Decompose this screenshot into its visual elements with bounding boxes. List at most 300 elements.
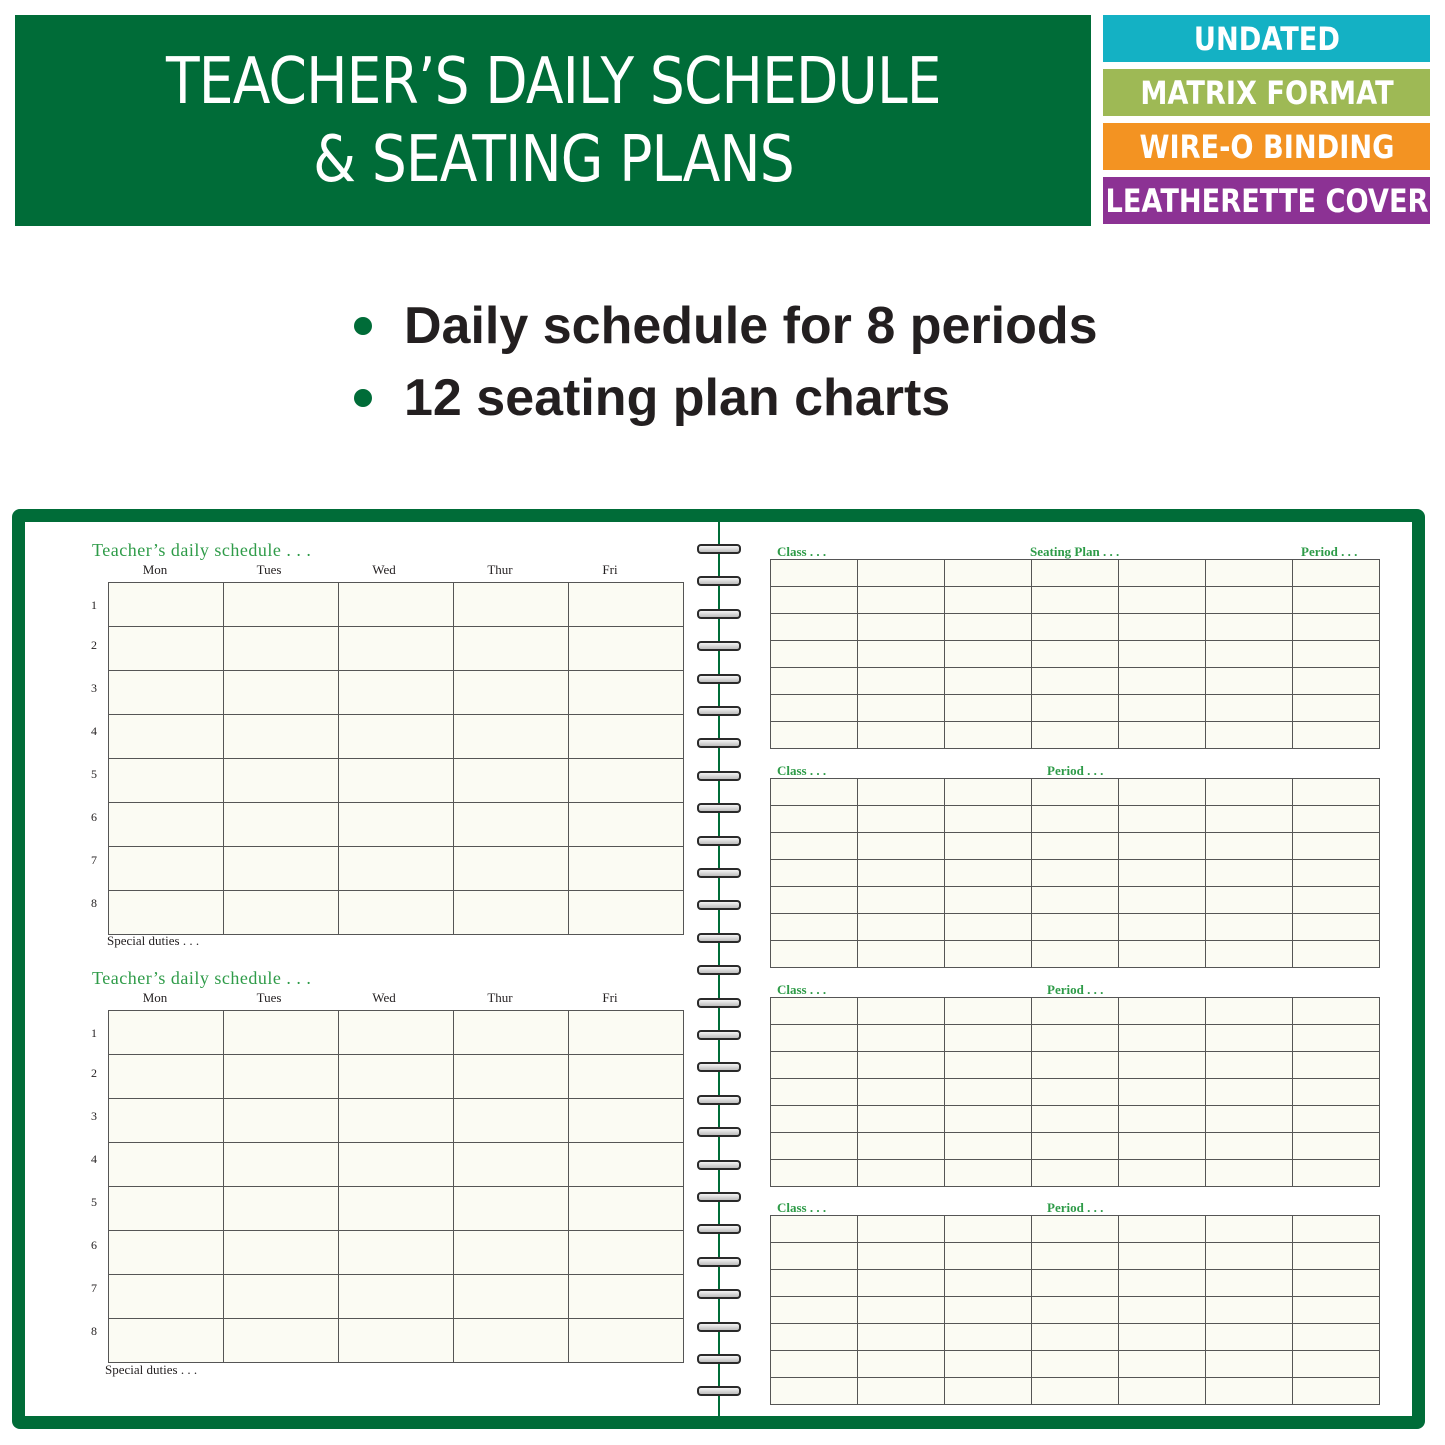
grid-cell[interactable] [1119,1106,1206,1133]
grid-cell[interactable] [569,759,684,803]
grid-cell[interactable] [771,1297,858,1324]
grid-cell[interactable] [1206,1378,1293,1405]
grid-cell[interactable] [1293,1160,1380,1187]
grid-cell[interactable] [1119,1378,1206,1405]
grid-cell[interactable] [771,914,858,941]
grid-cell[interactable] [1293,722,1380,749]
grid-cell[interactable] [1032,1297,1119,1324]
grid-cell[interactable] [858,1133,945,1160]
grid-cell[interactable] [224,1319,339,1363]
grid-cell[interactable] [771,887,858,914]
grid-cell[interactable] [858,1216,945,1243]
grid-cell[interactable] [1293,998,1380,1025]
grid-cell[interactable] [1206,779,1293,806]
grid-cell[interactable] [945,1297,1032,1324]
grid-cell[interactable] [1119,833,1206,860]
grid-cell[interactable] [569,1319,684,1363]
grid-cell[interactable] [1032,1025,1119,1052]
grid-cell[interactable] [454,1055,569,1099]
grid-cell[interactable] [1119,722,1206,749]
grid-cell[interactable] [1206,941,1293,968]
grid-cell[interactable] [771,779,858,806]
grid-cell[interactable] [771,614,858,641]
grid-cell[interactable] [1119,1243,1206,1270]
grid-cell[interactable] [1119,641,1206,668]
grid-cell[interactable] [1293,1297,1380,1324]
grid-cell[interactable] [1206,587,1293,614]
grid-cell[interactable] [1032,1160,1119,1187]
grid-row [771,998,1380,1025]
grid-cell[interactable] [1119,806,1206,833]
grid-cell[interactable] [945,1133,1032,1160]
grid-cell[interactable] [858,860,945,887]
grid-cell[interactable] [1119,998,1206,1025]
grid-cell[interactable] [858,941,945,968]
grid-cell[interactable] [858,668,945,695]
grid-cell[interactable] [569,1275,684,1319]
grid-row [109,847,684,891]
grid-cell[interactable] [454,627,569,671]
grid-cell[interactable] [109,1319,224,1363]
grid-cell[interactable] [858,998,945,1025]
binding-ring-icon [697,1257,741,1267]
grid-cell[interactable] [858,1243,945,1270]
grid-cell[interactable] [569,1231,684,1275]
day-header: Mon [142,990,168,1005]
grid-row [771,1324,1380,1351]
grid-cell[interactable] [945,1106,1032,1133]
grid-cell[interactable] [1206,1052,1293,1079]
grid-cell[interactable] [224,1231,339,1275]
grid-cell[interactable] [1293,1025,1380,1052]
grid-cell[interactable] [339,1143,454,1187]
grid-cell[interactable] [1293,833,1380,860]
grid-cell[interactable] [1119,1025,1206,1052]
grid-cell[interactable] [224,671,339,715]
grid-cell[interactable] [858,806,945,833]
grid-cell[interactable] [339,1231,454,1275]
grid-cell[interactable] [945,887,1032,914]
grid-cell[interactable] [771,1324,858,1351]
grid-cell[interactable] [858,1079,945,1106]
grid-cell[interactable] [945,860,1032,887]
grid-cell[interactable] [1119,914,1206,941]
seating-grid[interactable] [770,778,1380,968]
grid-cell[interactable] [109,1011,224,1055]
grid-cell[interactable] [1032,1351,1119,1378]
grid-cell[interactable] [945,614,1032,641]
grid-cell[interactable] [1032,722,1119,749]
grid-cell[interactable] [1032,1378,1119,1405]
grid-cell[interactable] [945,1243,1032,1270]
grid-cell[interactable] [1293,1243,1380,1270]
grid-cell[interactable] [945,695,1032,722]
grid-cell[interactable] [1293,1079,1380,1106]
grid-cell[interactable] [945,1378,1032,1405]
grid-cell[interactable] [339,1099,454,1143]
grid-cell[interactable] [945,833,1032,860]
grid-cell[interactable] [224,627,339,671]
grid-cell[interactable] [339,1055,454,1099]
grid-cell[interactable] [569,583,684,627]
grid-cell[interactable] [339,1275,454,1319]
grid-cell[interactable] [1119,1351,1206,1378]
grid-cell[interactable] [1119,1052,1206,1079]
grid-cell[interactable] [945,1216,1032,1243]
grid-cell[interactable] [1032,1216,1119,1243]
grid-cell[interactable] [858,641,945,668]
grid-cell[interactable] [569,1011,684,1055]
grid-cell[interactable] [454,583,569,627]
grid-cell[interactable] [1032,1324,1119,1351]
grid-cell[interactable] [1206,722,1293,749]
grid-cell[interactable] [1119,695,1206,722]
grid-cell[interactable] [569,847,684,891]
grid-cell[interactable] [224,1099,339,1143]
grid-cell[interactable] [339,759,454,803]
grid-cell[interactable] [1206,1324,1293,1351]
grid-cell[interactable] [1293,1270,1380,1297]
grid-cell[interactable] [454,1319,569,1363]
grid-cell[interactable] [945,1052,1032,1079]
grid-cell[interactable] [1206,1025,1293,1052]
grid-cell[interactable] [945,1351,1032,1378]
grid-cell[interactable] [1119,941,1206,968]
grid-cell[interactable] [771,587,858,614]
grid-cell[interactable] [858,587,945,614]
grid-row [109,671,684,715]
binding-ring-icon [697,706,741,716]
grid-cell[interactable] [771,1079,858,1106]
grid-cell[interactable] [771,1216,858,1243]
grid-cell[interactable] [1206,998,1293,1025]
grid-cell[interactable] [454,1187,569,1231]
grid-cell[interactable] [1206,614,1293,641]
grid-cell[interactable] [569,1099,684,1143]
grid-cell[interactable] [1032,860,1119,887]
grid-cell[interactable] [858,1297,945,1324]
grid-cell[interactable] [1032,1106,1119,1133]
grid-cell[interactable] [224,1011,339,1055]
grid-row [771,806,1380,833]
grid-cell[interactable] [858,1324,945,1351]
seating-grid[interactable] [770,1215,1380,1405]
grid-cell[interactable] [1293,806,1380,833]
grid-cell[interactable] [771,1160,858,1187]
grid-cell[interactable] [1032,806,1119,833]
bullet-dot-icon [354,389,372,407]
grid-cell[interactable] [109,583,224,627]
grid-cell[interactable] [1032,941,1119,968]
grid-row [109,803,684,847]
grid-cell[interactable] [945,1324,1032,1351]
grid-cell[interactable] [1032,998,1119,1025]
grid-cell[interactable] [945,998,1032,1025]
grid-cell[interactable] [1206,1079,1293,1106]
grid-cell[interactable] [771,806,858,833]
grid-cell[interactable] [1032,614,1119,641]
seating-grid[interactable] [770,997,1380,1187]
grid-cell[interactable] [224,1187,339,1231]
grid-cell[interactable] [454,715,569,759]
grid-cell[interactable] [1119,587,1206,614]
grid-cell[interactable] [569,803,684,847]
grid-cell[interactable] [339,803,454,847]
grid-cell[interactable] [339,671,454,715]
grid-cell[interactable] [339,715,454,759]
grid-cell[interactable] [945,722,1032,749]
grid-cell[interactable] [1032,641,1119,668]
grid-cell[interactable] [945,1025,1032,1052]
grid-cell[interactable] [224,1143,339,1187]
grid-cell[interactable] [945,941,1032,968]
grid-cell[interactable] [771,1133,858,1160]
grid-cell[interactable] [771,1106,858,1133]
schedule-grid[interactable] [108,582,684,935]
grid-cell[interactable] [109,847,224,891]
grid-cell[interactable] [1293,887,1380,914]
grid-cell[interactable] [858,1378,945,1405]
grid-cell[interactable] [858,833,945,860]
grid-cell[interactable] [454,671,569,715]
grid-cell[interactable] [224,891,339,935]
grid-cell[interactable] [771,998,858,1025]
grid-cell[interactable] [1293,614,1380,641]
grid-cell[interactable] [1032,587,1119,614]
grid-cell[interactable] [858,914,945,941]
grid-cell[interactable] [771,833,858,860]
grid-cell[interactable] [1032,1133,1119,1160]
grid-cell[interactable] [945,779,1032,806]
seating-grid[interactable] [770,559,1380,749]
grid-cell[interactable] [771,1025,858,1052]
grid-cell[interactable] [771,941,858,968]
grid-cell[interactable] [569,627,684,671]
grid-cell[interactable] [339,1319,454,1363]
day-header: Fri [602,990,618,1005]
grid-cell[interactable] [569,891,684,935]
grid-cell[interactable] [569,1143,684,1187]
grid-cell[interactable] [858,1052,945,1079]
grid-cell[interactable] [1293,695,1380,722]
grid-cell[interactable] [1119,560,1206,587]
grid-cell[interactable] [454,847,569,891]
grid-cell[interactable] [1206,1106,1293,1133]
grid-cell[interactable] [945,914,1032,941]
grid-cell[interactable] [1206,914,1293,941]
grid-cell[interactable] [1119,1270,1206,1297]
grid-cell[interactable] [858,695,945,722]
grid-cell[interactable] [339,583,454,627]
grid-cell[interactable] [339,1011,454,1055]
grid-cell[interactable] [1119,860,1206,887]
grid-cell[interactable] [1206,668,1293,695]
grid-cell[interactable] [1206,1351,1293,1378]
grid-cell[interactable] [771,860,858,887]
grid-cell[interactable] [569,671,684,715]
grid-cell[interactable] [858,1270,945,1297]
grid-cell[interactable] [109,803,224,847]
grid-cell[interactable] [1206,560,1293,587]
grid-cell[interactable] [1119,614,1206,641]
grid-cell[interactable] [1206,833,1293,860]
grid-cell[interactable] [945,1079,1032,1106]
grid-cell[interactable] [569,715,684,759]
grid-cell[interactable] [1119,1160,1206,1187]
grid-cell[interactable] [1206,1216,1293,1243]
grid-cell[interactable] [224,1275,339,1319]
grid-cell[interactable] [1206,1160,1293,1187]
badge-matrix-format: MATRIX FORMAT [1103,69,1430,116]
grid-cell[interactable] [1293,1324,1380,1351]
grid-cell[interactable] [771,560,858,587]
grid-cell[interactable] [945,641,1032,668]
grid-cell[interactable] [1293,1133,1380,1160]
grid-cell[interactable] [454,1231,569,1275]
badge-undated: UNDATED [1103,15,1430,62]
grid-row [109,583,684,627]
grid-cell[interactable] [1293,1052,1380,1079]
grid-cell[interactable] [109,891,224,935]
grid-cell[interactable] [109,1055,224,1099]
grid-cell[interactable] [858,887,945,914]
grid-cell[interactable] [1119,1297,1206,1324]
grid-cell[interactable] [771,722,858,749]
grid-cell[interactable] [858,1351,945,1378]
grid-cell[interactable] [945,587,1032,614]
grid-cell[interactable] [1206,641,1293,668]
grid-cell[interactable] [858,1025,945,1052]
grid-cell[interactable] [1293,1216,1380,1243]
grid-cell[interactable] [1119,1216,1206,1243]
grid-cell[interactable] [1293,779,1380,806]
grid-cell[interactable] [1032,833,1119,860]
grid-cell[interactable] [1032,560,1119,587]
grid-cell[interactable] [771,641,858,668]
grid-cell[interactable] [1293,641,1380,668]
grid-cell[interactable] [1032,1243,1119,1270]
grid-cell[interactable] [339,891,454,935]
grid-cell[interactable] [945,806,1032,833]
grid-cell[interactable] [1206,860,1293,887]
grid-cell[interactable] [224,1055,339,1099]
grid-cell[interactable] [224,803,339,847]
grid-cell[interactable] [109,1099,224,1143]
grid-cell[interactable] [109,759,224,803]
grid-cell[interactable] [1032,779,1119,806]
grid-cell[interactable] [1293,914,1380,941]
grid-cell[interactable] [771,668,858,695]
grid-cell[interactable] [1293,587,1380,614]
grid-cell[interactable] [771,1052,858,1079]
grid-cell[interactable] [1032,1270,1119,1297]
grid-cell[interactable] [454,1099,569,1143]
grid-cell[interactable] [109,1231,224,1275]
grid-cell[interactable] [1293,860,1380,887]
grid-cell[interactable] [1032,668,1119,695]
grid-row [109,1187,684,1231]
grid-cell[interactable] [1119,779,1206,806]
grid-cell[interactable] [1032,695,1119,722]
grid-row [771,941,1380,968]
grid-cell[interactable] [454,1011,569,1055]
grid-cell[interactable] [1206,1270,1293,1297]
grid-cell[interactable] [858,1160,945,1187]
grid-cell[interactable] [1206,1243,1293,1270]
grid-cell[interactable] [569,1055,684,1099]
grid-cell[interactable] [1206,806,1293,833]
grid-cell[interactable] [771,695,858,722]
seating-page [720,522,1412,1416]
grid-cell[interactable] [1119,1079,1206,1106]
grid-cell[interactable] [1206,887,1293,914]
grid-cell[interactable] [771,1243,858,1270]
grid-cell[interactable] [771,1378,858,1405]
grid-cell[interactable] [945,1160,1032,1187]
grid-cell[interactable] [109,1187,224,1231]
grid-cell[interactable] [1206,1133,1293,1160]
grid-cell[interactable] [858,722,945,749]
grid-cell[interactable] [1206,1297,1293,1324]
grid-cell[interactable] [339,1187,454,1231]
grid-cell[interactable] [945,1270,1032,1297]
grid-cell[interactable] [454,759,569,803]
binding-ring-icon [697,998,741,1008]
grid-cell[interactable] [1119,1324,1206,1351]
grid-cell[interactable] [1119,1133,1206,1160]
grid-cell[interactable] [858,614,945,641]
grid-cell[interactable] [454,1275,569,1319]
grid-cell[interactable] [1293,1378,1380,1405]
grid-cell[interactable] [858,1106,945,1133]
grid-cell[interactable] [224,759,339,803]
grid-cell[interactable] [945,668,1032,695]
grid-cell[interactable] [771,1270,858,1297]
grid-cell[interactable] [1119,887,1206,914]
grid-cell[interactable] [1119,668,1206,695]
grid-cell[interactable] [945,560,1032,587]
grid-cell[interactable] [1032,1052,1119,1079]
grid-cell[interactable] [224,583,339,627]
grid-cell[interactable] [1293,560,1380,587]
grid-cell[interactable] [1032,887,1119,914]
grid-cell[interactable] [454,1143,569,1187]
grid-cell[interactable] [224,715,339,759]
grid-cell[interactable] [569,1187,684,1231]
grid-cell[interactable] [1293,668,1380,695]
grid-cell[interactable] [109,1143,224,1187]
grid-cell[interactable] [109,1275,224,1319]
grid-cell[interactable] [1293,1106,1380,1133]
grid-cell[interactable] [1293,941,1380,968]
grid-cell[interactable] [109,715,224,759]
schedule-grid[interactable] [108,1010,684,1363]
grid-cell[interactable] [1032,914,1119,941]
grid-cell[interactable] [454,891,569,935]
grid-cell[interactable] [1293,1351,1380,1378]
grid-cell[interactable] [1206,695,1293,722]
grid-cell[interactable] [771,1351,858,1378]
grid-cell[interactable] [109,671,224,715]
grid-cell[interactable] [339,627,454,671]
grid-cell[interactable] [858,779,945,806]
grid-cell[interactable] [109,627,224,671]
grid-cell[interactable] [454,803,569,847]
grid-cell[interactable] [1032,1079,1119,1106]
grid-cell[interactable] [224,847,339,891]
grid-cell[interactable] [858,560,945,587]
grid-cell[interactable] [339,847,454,891]
